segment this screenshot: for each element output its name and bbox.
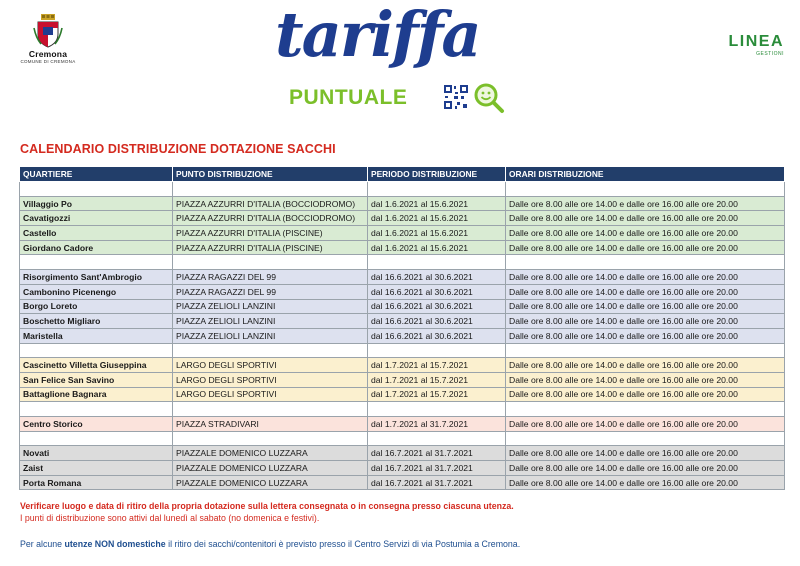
table-row — [20, 314, 785, 329]
quartiere-cell: Risorgimento Sant'Ambrogio — [20, 270, 173, 285]
table-row — [20, 226, 785, 241]
spacer-cell — [506, 343, 785, 358]
table-row — [20, 299, 785, 314]
quartiere-cell: Cascinetto Villetta Giuseppina — [20, 358, 173, 373]
punto-cell: PIAZZALE DOMENICO LUZZARA — [173, 475, 368, 490]
logo-sub: PUNTUALE — [289, 86, 408, 109]
table-row — [20, 358, 785, 373]
orari-cell: Dalle ore 8.00 alle ore 14.00 e dalle ore 16.00 alle ore 20.00 — [506, 226, 785, 241]
column-header-periodo: PERIODO DISTRIBUZIONE — [368, 167, 506, 182]
table-row — [20, 417, 785, 432]
table-row — [20, 372, 785, 387]
orari-cell: Dalle ore 8.00 alle ore 14.00 e dalle ore 16.00 alle ore 20.00 — [506, 446, 785, 461]
orari-cell: Dalle ore 8.00 alle ore 14.00 e dalle ore 16.00 alle ore 20.00 — [506, 211, 785, 226]
orari-cell: Dalle ore 8.00 alle ore 14.00 e dalle ore 16.00 alle ore 20.00 — [506, 358, 785, 373]
spacer-cell — [368, 182, 506, 197]
table-row — [20, 284, 785, 299]
punto-cell: PIAZZA ZELIOLI LANZINI — [173, 328, 368, 343]
spacer-cell — [20, 182, 173, 197]
table-row — [20, 446, 785, 461]
quartiere-cell: Porta Romana — [20, 475, 173, 490]
quartiere-cell: Giordano Cadore — [20, 240, 173, 255]
periodo-cell: dal 16.6.2021 al 30.6.2021 — [368, 270, 506, 285]
punto-cell: LARGO DEGLI SPORTIVI — [173, 372, 368, 387]
periodo-cell: dal 1.6.2021 al 15.6.2021 — [368, 211, 506, 226]
coat-of-arms-icon — [33, 14, 63, 48]
spacer-cell — [173, 182, 368, 197]
spacer-row — [20, 343, 785, 358]
punto-cell: PIAZZA ZELIOLI LANZINI — [173, 299, 368, 314]
table-row — [20, 475, 785, 490]
spacer-cell — [173, 343, 368, 358]
spacer-row — [20, 402, 785, 417]
spacer-cell — [368, 255, 506, 270]
punto-cell: PIAZZA AZZURRI D'ITALIA (PISCINE) — [173, 226, 368, 241]
table-row — [20, 196, 785, 211]
quartiere-cell: Cambonino Picenengo — [20, 284, 173, 299]
punto-cell: LARGO DEGLI SPORTIVI — [173, 358, 368, 373]
spacer-cell — [20, 431, 173, 446]
spacer-cell — [20, 402, 173, 417]
notes-section — [20, 500, 520, 550]
table-row — [20, 387, 785, 402]
table-header-row — [20, 167, 785, 182]
partner-brand: LINEA — [728, 33, 784, 50]
periodo-cell: dal 16.7.2021 al 31.7.2021 — [368, 475, 506, 490]
periodo-cell: dal 16.6.2021 al 30.6.2021 — [368, 284, 506, 299]
crest-city-label: Cremona — [28, 49, 68, 59]
orari-cell: Dalle ore 8.00 alle ore 14.00 e dalle ore 16.00 alle ore 20.00 — [506, 387, 785, 402]
table-row — [20, 240, 785, 255]
quartiere-cell: San Felice San Savino — [20, 372, 173, 387]
column-header-punto: PUNTO DISTRIBUZIONE — [173, 167, 368, 182]
note-bold: utenze NON domestiche — [64, 539, 166, 549]
table-row — [20, 328, 785, 343]
table-row — [20, 270, 785, 285]
quartiere-cell: Maristella — [20, 328, 173, 343]
spacer-cell — [368, 431, 506, 446]
periodo-cell: dal 1.7.2021 al 15.7.2021 — [368, 387, 506, 402]
crest-comune-label: COMUNE DI CREMONA — [20, 59, 76, 64]
magnifier-smile-icon — [473, 82, 505, 114]
column-header-quartiere: QUARTIERE — [20, 167, 173, 182]
spacer-cell — [173, 402, 368, 417]
periodo-cell: dal 1.6.2021 al 15.6.2021 — [368, 226, 506, 241]
quartiere-cell: Cavatigozzi — [20, 211, 173, 226]
quartiere-cell: Castello — [20, 226, 173, 241]
punto-cell: PIAZZALE DOMENICO LUZZARA — [173, 446, 368, 461]
periodo-cell: dal 16.7.2021 al 31.7.2021 — [368, 461, 506, 476]
spacer-row — [20, 182, 785, 197]
distribution-table — [19, 166, 785, 490]
periodo-cell: dal 1.7.2021 al 15.7.2021 — [368, 358, 506, 373]
orari-cell: Dalle ore 8.00 alle ore 14.00 e dalle ore 16.00 alle ore 20.00 — [506, 372, 785, 387]
page-header — [0, 0, 800, 120]
punto-cell: PIAZZA RAGAZZI DEL 99 — [173, 284, 368, 299]
note-prefix: Per alcune — [20, 539, 65, 549]
punto-cell: PIAZZA STRADIVARI — [173, 417, 368, 432]
qr-code-icon — [443, 84, 469, 110]
orari-cell: Dalle ore 8.00 alle ore 14.00 e dalle ore 16.00 alle ore 20.00 — [506, 240, 785, 255]
quartiere-cell: Centro Storico — [20, 417, 173, 432]
punto-cell: LARGO DEGLI SPORTIVI — [173, 387, 368, 402]
periodo-cell: dal 1.6.2021 al 15.6.2021 — [368, 196, 506, 211]
punto-cell: PIAZZA AZZURRI D'ITALIA (PISCINE) — [173, 240, 368, 255]
note-suffix: il ritiro dei sacchi/contenitori è previsto presso il Centro Servizi di via Postumia a Cremona. — [165, 539, 521, 549]
quartiere-cell: Novati — [20, 446, 173, 461]
periodo-cell: dal 16.6.2021 al 30.6.2021 — [368, 299, 506, 314]
spacer-cell — [173, 255, 368, 270]
punto-cell: PIAZZA AZZURRI D'ITALIA (BOCCIODROMO) — [173, 211, 368, 226]
cremona-crest-logo — [18, 14, 78, 64]
orari-cell: Dalle ore 8.00 alle ore 14.00 e dalle ore 16.00 alle ore 20.00 — [506, 196, 785, 211]
periodo-cell: dal 16.6.2021 al 30.6.2021 — [368, 328, 506, 343]
periodo-cell: dal 16.7.2021 al 31.7.2021 — [368, 446, 506, 461]
table-row — [20, 211, 785, 226]
spacer-cell — [506, 402, 785, 417]
spacer-cell — [368, 402, 506, 417]
quartiere-cell: Villaggio Po — [20, 196, 173, 211]
linea-gestioni-logo — [702, 34, 784, 57]
spacer-cell — [20, 255, 173, 270]
orari-cell: Dalle ore 8.00 alle ore 14.00 e dalle ore 16.00 alle ore 20.00 — [506, 461, 785, 476]
punto-cell: PIAZZA ZELIOLI LANZINI — [173, 314, 368, 329]
spacer-cell — [506, 255, 785, 270]
periodo-cell: dal 1.7.2021 al 15.7.2021 — [368, 372, 506, 387]
quartiere-cell: Borgo Loreto — [20, 299, 173, 314]
orari-cell: Dalle ore 8.00 alle ore 14.00 e dalle ore 16.00 alle ore 20.00 — [506, 475, 785, 490]
quartiere-cell: Zaist — [20, 461, 173, 476]
spacer-cell — [506, 182, 785, 197]
note-verify: Verificare luogo e data di ritiro della propria dotazione sulla lettera consegnata o in consegna presso ciascuna utenza. — [20, 501, 514, 511]
spacer-cell — [368, 343, 506, 358]
table-row — [20, 461, 785, 476]
orari-cell: Dalle ore 8.00 alle ore 14.00 e dalle ore 16.00 alle ore 20.00 — [506, 314, 785, 329]
orari-cell: Dalle ore 8.00 alle ore 14.00 e dalle ore 16.00 alle ore 20.00 — [506, 299, 785, 314]
partner-sub: GESTIONI — [756, 51, 784, 57]
page-title: CALENDARIO DISTRIBUZIONE DOTAZIONE SACCHI — [20, 142, 336, 156]
orari-cell: Dalle ore 8.00 alle ore 14.00 e dalle ore 16.00 alle ore 20.00 — [506, 284, 785, 299]
logo-word: tariffa — [275, 0, 480, 71]
spacer-cell — [173, 431, 368, 446]
punto-cell: PIAZZA AZZURRI D'ITALIA (BOCCIODROMO) — [173, 196, 368, 211]
periodo-cell: dal 16.6.2021 al 30.6.2021 — [368, 314, 506, 329]
periodo-cell: dal 1.7.2021 al 31.7.2021 — [368, 417, 506, 432]
tariffa-puntuale-logo — [275, 0, 525, 115]
spacer-row — [20, 431, 785, 446]
orari-cell: Dalle ore 8.00 alle ore 14.00 e dalle ore 16.00 alle ore 20.00 — [506, 328, 785, 343]
punto-cell: PIAZZALE DOMENICO LUZZARA — [173, 461, 368, 476]
periodo-cell: dal 1.6.2021 al 15.6.2021 — [368, 240, 506, 255]
note-days: I punti di distribuzione sono attivi dal lunedì al sabato (no domenica e festivi). — [20, 513, 320, 523]
spacer-cell — [20, 343, 173, 358]
orari-cell: Dalle ore 8.00 alle ore 14.00 e dalle ore 16.00 alle ore 20.00 — [506, 417, 785, 432]
column-header-orari: ORARI DISTRIBUZIONE — [506, 167, 785, 182]
table-body — [20, 182, 785, 490]
quartiere-cell: Battaglione Bagnara — [20, 387, 173, 402]
punto-cell: PIAZZA RAGAZZI DEL 99 — [173, 270, 368, 285]
spacer-cell — [506, 431, 785, 446]
quartiere-cell: Boschetto Migliaro — [20, 314, 173, 329]
orari-cell: Dalle ore 8.00 alle ore 14.00 e dalle ore 16.00 alle ore 20.00 — [506, 270, 785, 285]
note-non-domestic — [20, 538, 520, 550]
spacer-row — [20, 255, 785, 270]
